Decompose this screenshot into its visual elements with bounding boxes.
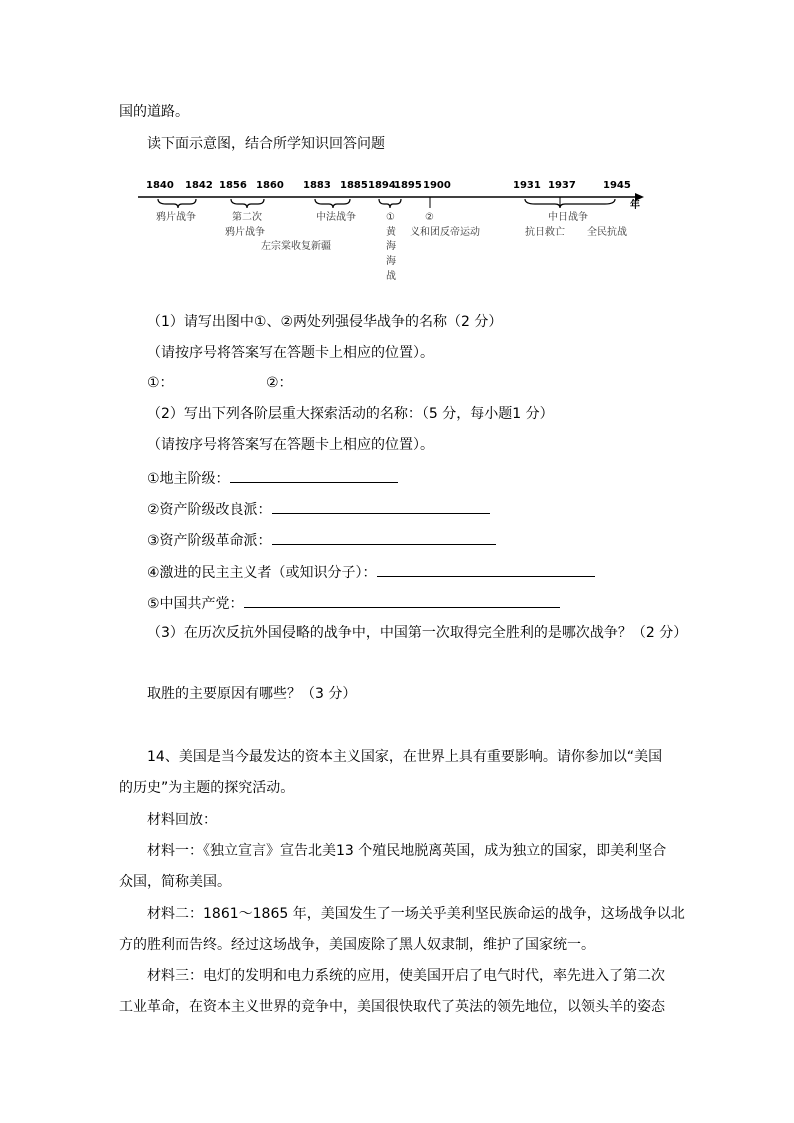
brace-1894-1895 bbox=[379, 199, 401, 208]
label-yellow-sea-1: 黄 bbox=[386, 227, 396, 238]
material-2-line-1: 材料二：1861～1865 年，美国发生了一场关乎美利坚民族命运的战争，这场战争以北 bbox=[147, 906, 685, 922]
material-1-line-2: 众国，简称美国。 bbox=[119, 874, 231, 890]
q2-item-3-label: ③资产阶级革命派： bbox=[147, 533, 272, 549]
q2-item-5 bbox=[147, 593, 560, 612]
year-1840: 1840 bbox=[146, 180, 174, 191]
year-1931: 1931 bbox=[513, 180, 541, 191]
q2-text: （2）写出下列各阶层重大探索活动的名称：（5 分，每小题1 分） bbox=[147, 406, 554, 422]
q3-text: （3）在历次反抗外国侵略的战争中，中国第一次取得完全胜利的是哪次战争？（2 分） bbox=[147, 625, 688, 641]
q1-blank-1: ①： bbox=[147, 375, 174, 391]
year-1883: 1883 bbox=[303, 180, 331, 191]
q1-blank-2: ②： bbox=[266, 375, 293, 391]
material-heading: 材料回放： bbox=[147, 812, 217, 828]
brace-1883-1885 bbox=[315, 199, 350, 208]
label-opium-war-1: 鸦片战争 bbox=[156, 212, 196, 223]
q3-text-2: 取胜的主要原因有哪些？（3 分） bbox=[147, 686, 357, 702]
intro-line: 国的道路。 bbox=[119, 104, 189, 120]
q2-note: （请按序号将答案写在答题卡上相应的位置）。 bbox=[147, 437, 434, 453]
q14-line-1: 14、美国是当今最发达的资本主义国家，在世界上具有重要影响。请你参加以“美国 bbox=[147, 749, 663, 765]
answer-line-4 bbox=[377, 562, 595, 577]
material-1-line-1: 材料一：《独立宣言》宣告北美13 个殖民地脱离英国，成为独立的国家，即美利坚合 bbox=[147, 843, 667, 859]
q1-text: （1）请写出图中①、②两处列强侵华战争的名称（2 分） bbox=[147, 314, 503, 330]
year-1860: 1860 bbox=[256, 180, 284, 191]
year-1895: 1895 bbox=[394, 180, 422, 191]
label-sino-japanese-war: 中日战争 bbox=[548, 212, 588, 223]
label-marker-1: ① bbox=[386, 212, 395, 223]
q14-line-2: 的历史”为主题的探究活动。 bbox=[119, 780, 295, 796]
brace-1840-1842 bbox=[158, 199, 196, 208]
year-1945: 1945 bbox=[603, 180, 631, 191]
label-total-war: 全民抗战 bbox=[587, 227, 627, 238]
year-1856: 1856 bbox=[219, 180, 247, 191]
q2-item-2-label: ②资产阶级改良派： bbox=[147, 502, 272, 518]
history-timeline bbox=[130, 170, 650, 290]
material-2-line-2: 方的胜利而告终。经过这场战争，美国废除了黑人奴隶制，维护了国家统一。 bbox=[119, 937, 595, 953]
answer-line-5 bbox=[244, 593, 560, 608]
brace-1931-1945 bbox=[525, 199, 615, 208]
label-zuo-zongtang: 左宗棠收复新疆 bbox=[261, 241, 331, 252]
label-resist-japan: 抗日救亡 bbox=[525, 227, 565, 238]
label-yellow-sea-2: 海 bbox=[386, 241, 396, 252]
year-1900: 1900 bbox=[423, 180, 451, 191]
axis-unit: 年 bbox=[630, 200, 640, 211]
q2-item-1 bbox=[147, 468, 398, 487]
q2-item-5-label: ⑤中国共产党： bbox=[147, 596, 244, 612]
answer-line-3 bbox=[272, 530, 496, 545]
q1-note: （请按序号将答案写在答题卡上相应的位置）。 bbox=[147, 345, 434, 361]
label-yellow-sea-3: 海 bbox=[386, 256, 396, 267]
answer-line-1 bbox=[230, 468, 398, 483]
q2-item-4 bbox=[147, 562, 595, 581]
label-opium-war-2a: 第二次 bbox=[232, 212, 262, 223]
material-3-line-2: 工业革命，在资本主义世界的竞争中，美国很快取代了英法的领先地位，以领头羊的姿态 bbox=[119, 999, 665, 1015]
label-boxer-movement: 义和团反帝运动 bbox=[410, 227, 480, 238]
year-1885: 1885 bbox=[340, 180, 368, 191]
q2-item-4-label: ④激进的民主主义者（或知识分子）： bbox=[147, 565, 377, 581]
label-sino-french-war: 中法战争 bbox=[316, 212, 356, 223]
year-1937: 1937 bbox=[548, 180, 576, 191]
q2-item-1-label: ①地主阶级： bbox=[147, 471, 230, 487]
year-1842: 1842 bbox=[185, 180, 213, 191]
year-1894: 1894 bbox=[368, 180, 396, 191]
brace-1856-1860 bbox=[231, 199, 264, 208]
label-opium-war-2b: 鸦片战争 bbox=[225, 227, 265, 238]
label-yellow-sea-4: 战 bbox=[386, 271, 396, 282]
answer-line-2 bbox=[272, 499, 490, 514]
label-marker-2: ② bbox=[425, 212, 434, 223]
material-3-line-1: 材料三：电灯的发明和电力系统的应用，使美国开启了电气时代，率先进入了第二次 bbox=[147, 968, 665, 984]
q2-item-2 bbox=[147, 499, 490, 518]
q2-item-3 bbox=[147, 530, 496, 549]
question-prompt: 读下面示意图，结合所学知识回答问题 bbox=[147, 136, 385, 152]
